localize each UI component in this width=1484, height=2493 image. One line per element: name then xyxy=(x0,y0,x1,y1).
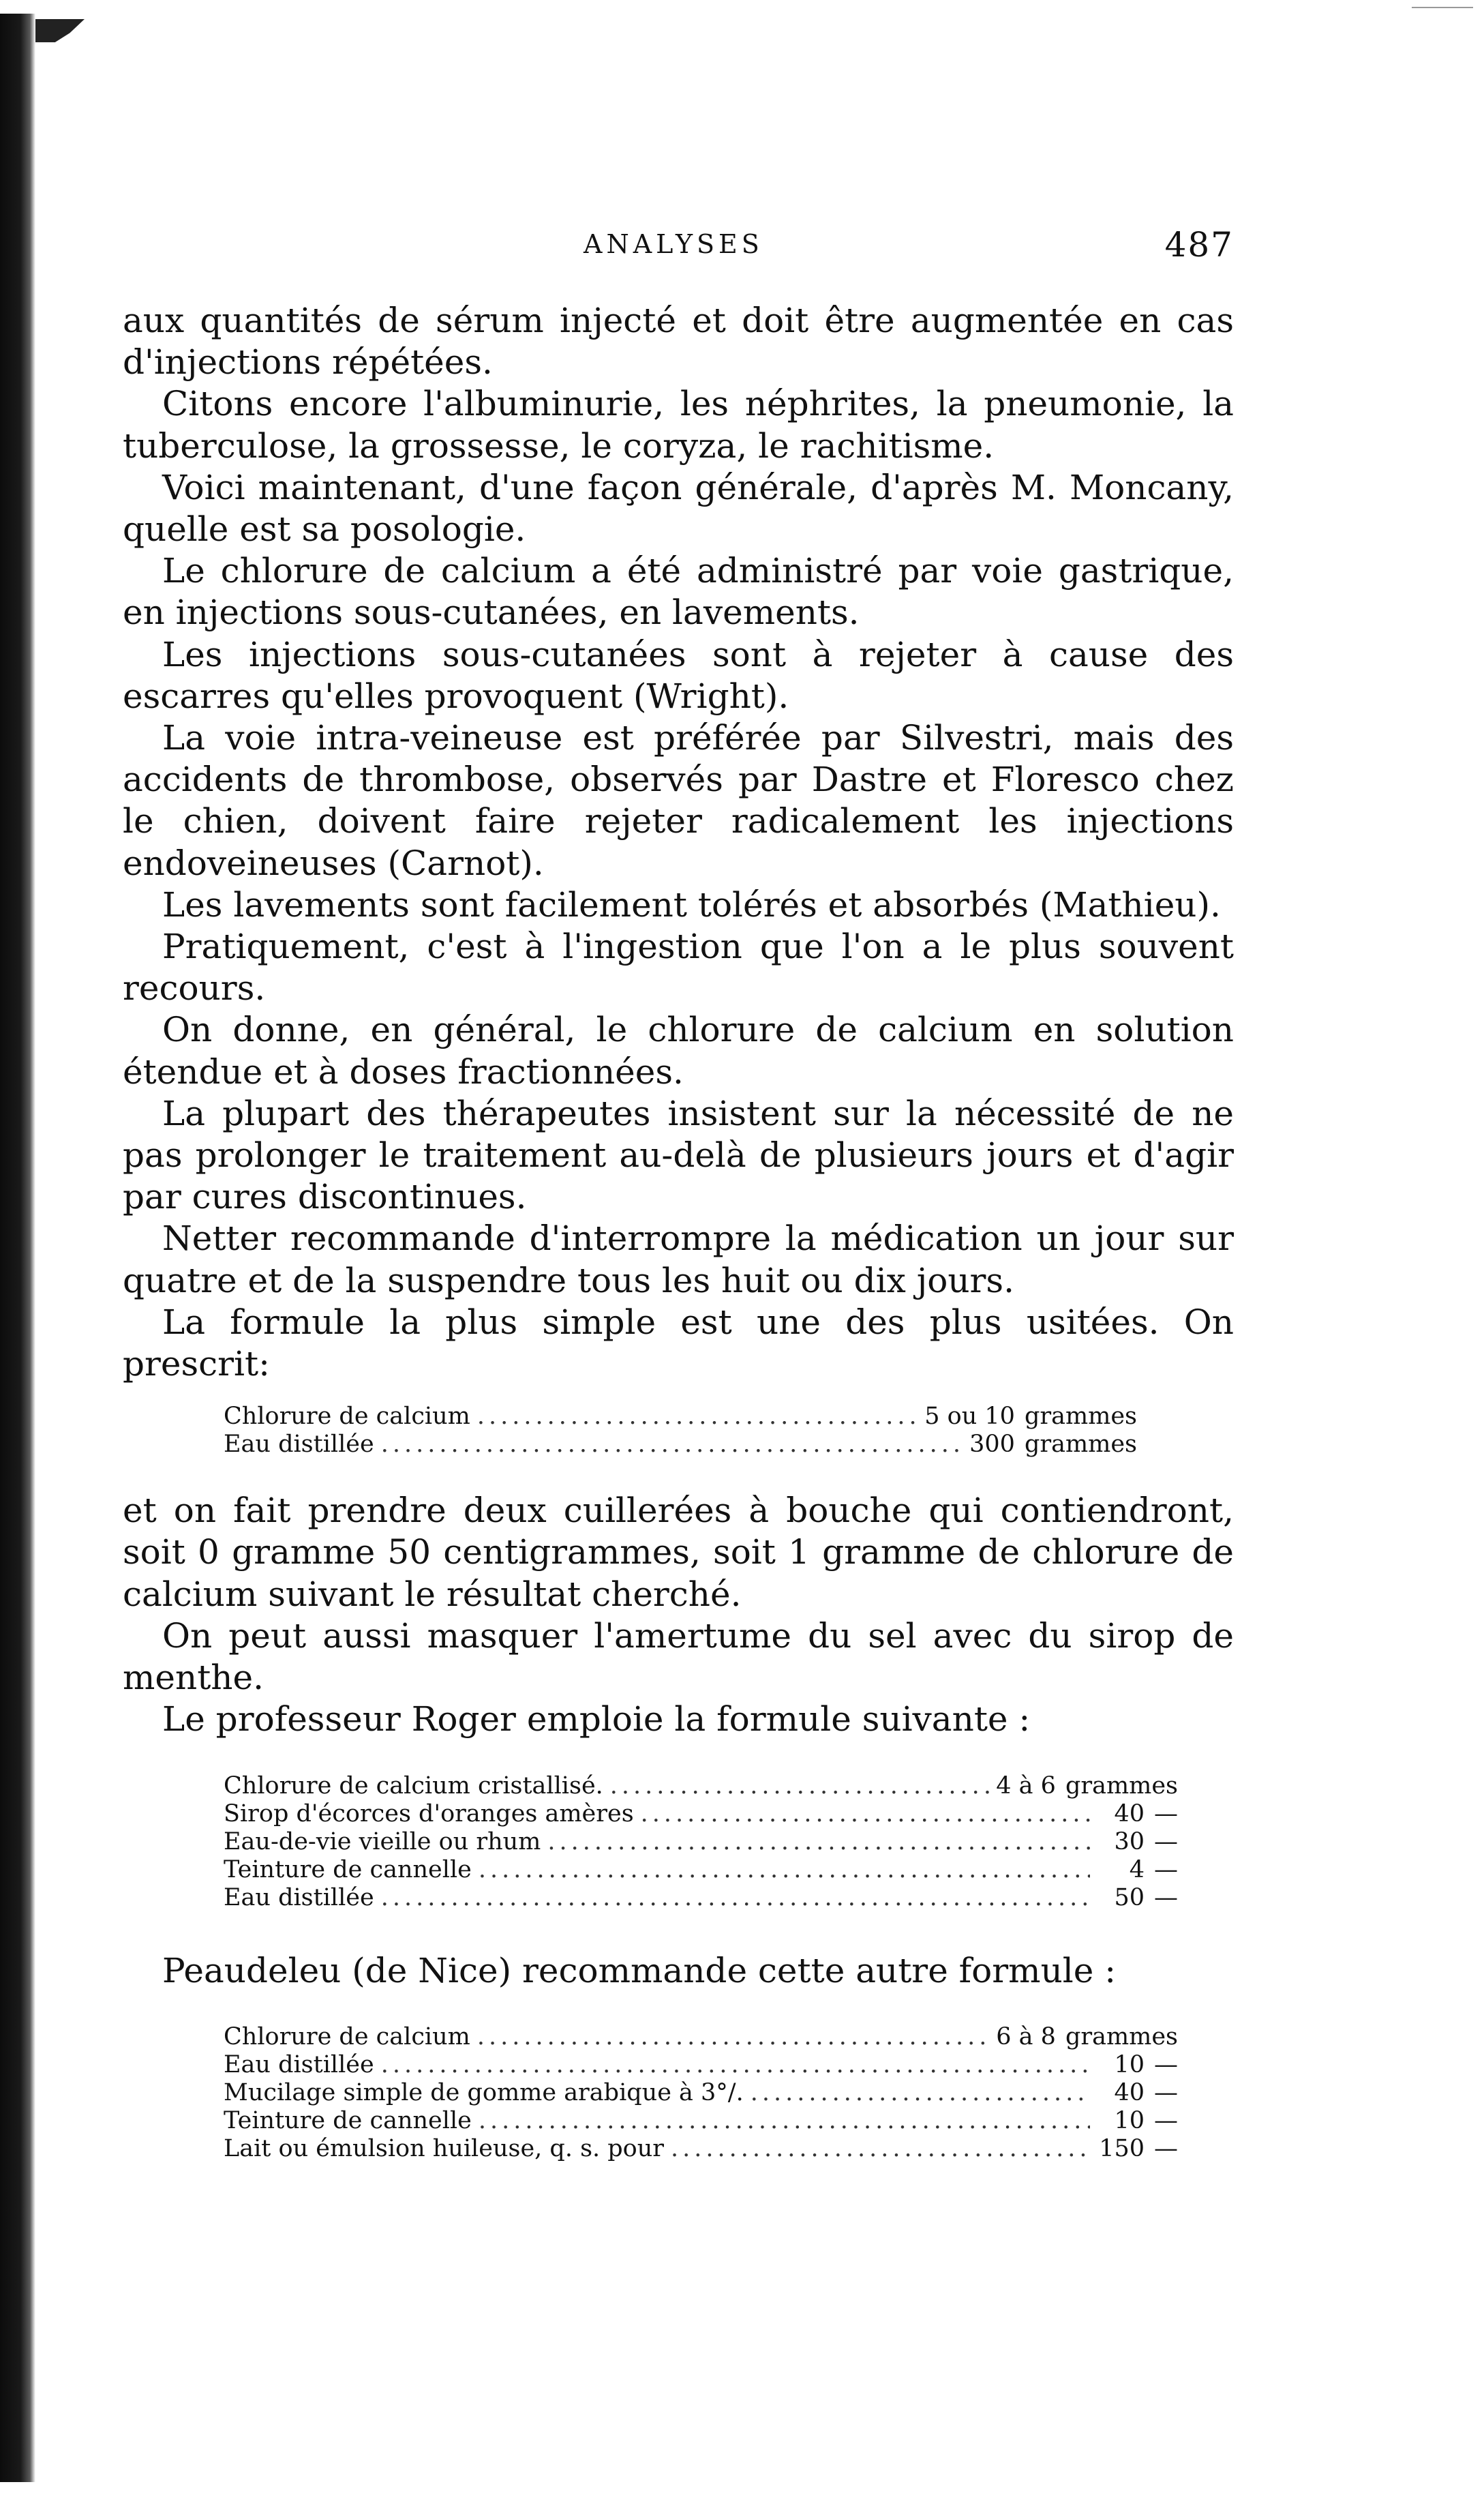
page-body xyxy=(123,300,1234,2201)
leader-dots xyxy=(610,1772,989,1800)
amount: 4 xyxy=(1129,1855,1145,1883)
page-number: 487 xyxy=(1164,225,1234,265)
leader-dots xyxy=(477,1403,918,1431)
ingredient: Chlorure de calcium cristallisé. xyxy=(224,1772,603,1800)
ingredient: Sirop d'écorces d'oranges amères xyxy=(224,1800,634,1827)
paragraph: La plupart des thérapeutes insistent sur la nécessité de ne pas prolonger le traitement au-delà de plusieurs jours et d'agir par cures discontinues. xyxy=(123,1093,1234,1217)
book-binding-edge xyxy=(0,14,35,2482)
unit: — xyxy=(1154,1800,1178,1827)
running-head: ANALYSES xyxy=(584,229,763,259)
paragraph: Netter recommande d'interrompre la médication un jour sur quatre et de la suspendre tous les huit ou dix jours. xyxy=(123,1219,1234,1300)
unit: grammes xyxy=(1065,2022,1178,2050)
leader-dots xyxy=(671,2135,1090,2163)
unit: grammes xyxy=(1065,1772,1178,1800)
paragraph: Voici maintenant, d'une façon générale, d'après M. Moncany, quelle est sa posologie. xyxy=(123,467,1234,550)
paragraph: On donne, en général, le chlorure de calcium en solution étendue et à doses fractionnées. xyxy=(123,1010,1234,1092)
paragraph: aux quantités de sérum injecté et doit être augmentée en cas d'injections répétées. xyxy=(123,301,1234,383)
leader-dots xyxy=(547,1828,1090,1856)
amount: 150 xyxy=(1099,2134,1145,2162)
paragraph-group-2 xyxy=(123,1490,1234,1740)
ingredient: Lait ou émulsion huileuse, q. s. pour xyxy=(224,2134,665,2162)
unit: — xyxy=(1154,1883,1178,1911)
formula-peaudeleu xyxy=(224,2023,1178,2163)
formula-simple xyxy=(224,1403,1137,1459)
leader-dots xyxy=(477,2023,989,2051)
paragraph-group-3 xyxy=(123,1950,1234,1992)
formula-line xyxy=(224,2051,1178,2079)
leader-dots xyxy=(641,1800,1090,1828)
amount: 6 à 8 xyxy=(996,2022,1056,2050)
unit: — xyxy=(1154,2050,1178,2078)
ingredient: Chlorure de calcium xyxy=(224,2022,470,2050)
formula-line xyxy=(224,2079,1178,2107)
formula-line xyxy=(224,1856,1178,1884)
binding-mark xyxy=(35,19,85,42)
paragraph: Peaudeleu (de Nice) recommande cette autre formule : xyxy=(162,1950,1117,1990)
formula-line xyxy=(224,2107,1178,2135)
unit: — xyxy=(1154,1827,1178,1855)
paragraph: Les lavements sont facilement tolérés et absorbés (Mathieu). xyxy=(162,884,1221,925)
leader-dots xyxy=(381,1884,1090,1912)
leader-dots xyxy=(381,1431,960,1459)
paragraph: Pratiquement, c'est à l'ingestion que l'on a le plus souvent recours. xyxy=(123,927,1234,1009)
unit: — xyxy=(1154,2106,1178,2134)
ingredient: Chlorure de calcium xyxy=(224,1403,470,1431)
ingredient: Teinture de cannelle xyxy=(224,1855,472,1883)
unit: — xyxy=(1154,2078,1178,2106)
ingredient: Mucilage simple de gomme arabique à 3°/. xyxy=(224,2078,744,2106)
leader-dots xyxy=(381,2051,1090,2079)
paragraph: et on fait prendre deux cuillerées à bouche qui contiendront, soit 0 gramme 50 centigrammes, soit 1 gramme de chlorure de calcium suivant le résultat cherché. xyxy=(123,1491,1234,1614)
ingredient: Eau distillée xyxy=(224,2050,374,2078)
leader-dots xyxy=(479,1856,1090,1884)
paragraph: Les injections sous-cutanées sont à rejeter à cause des escarres qu'elles provoquent (Wright). xyxy=(123,634,1234,716)
unit: grammes xyxy=(1024,1431,1137,1459)
corner-rule xyxy=(1412,7,1473,8)
amount: 4 à 6 xyxy=(996,1772,1056,1800)
amount: 10 xyxy=(1114,2050,1145,2078)
unit: grammes xyxy=(1024,1403,1137,1431)
ingredient: Eau distillée xyxy=(224,1431,374,1459)
amount: 50 xyxy=(1114,1883,1145,1911)
formula-line xyxy=(224,2135,1178,2163)
amount: 40 xyxy=(1114,1800,1145,1827)
paragraph: Le chlorure de calcium a été administré par voie gastrique, en injections sous-cutanées, en lavements. xyxy=(123,551,1234,633)
paragraph: Le professeur Roger emploie la formule suivante : xyxy=(162,1699,1031,1740)
ingredient: Teinture de cannelle xyxy=(224,2106,472,2134)
formula-line xyxy=(224,1403,1137,1431)
paragraph-group-1 xyxy=(123,300,1234,1385)
paragraph: La voie intra-veineuse est préférée par Silvestri, mais des accidents de thrombose, observés par Dastre et Floresco chez le chien, doivent faire rejeter radicalement les injections endoveineuses (Carnot). xyxy=(123,718,1234,883)
formula-line xyxy=(224,2023,1178,2051)
ingredient: Eau-de-vie vieille ou rhum xyxy=(224,1827,541,1855)
formula-line xyxy=(224,1800,1178,1828)
formula-line xyxy=(224,1828,1178,1856)
formula-roger xyxy=(224,1772,1178,1912)
amount: 30 xyxy=(1114,1827,1145,1855)
leader-dots xyxy=(479,2107,1090,2135)
leader-dots xyxy=(751,2079,1090,2107)
unit: — xyxy=(1154,2134,1178,2162)
amount: 300 xyxy=(969,1431,1015,1459)
amount: 40 xyxy=(1114,2078,1145,2106)
page-header xyxy=(123,225,1234,266)
formula-line xyxy=(224,1772,1178,1800)
paragraph: La formule la plus simple est une des plus usitées. On prescrit: xyxy=(123,1302,1234,1384)
amount: 10 xyxy=(1114,2106,1145,2134)
formula-line xyxy=(224,1431,1137,1459)
ingredient: Eau distillée xyxy=(224,1883,374,1911)
paragraph: On peut aussi masquer l'amertume du sel avec du sirop de menthe. xyxy=(123,1615,1234,1698)
amount: 5 ou 10 xyxy=(924,1403,1015,1431)
formula-line xyxy=(224,1884,1178,1912)
paragraph: Citons encore l'albuminurie, les néphrites, la pneumonie, la tuberculose, la grossesse, le coryza, le rachitisme. xyxy=(123,384,1234,466)
unit: — xyxy=(1154,1855,1178,1883)
